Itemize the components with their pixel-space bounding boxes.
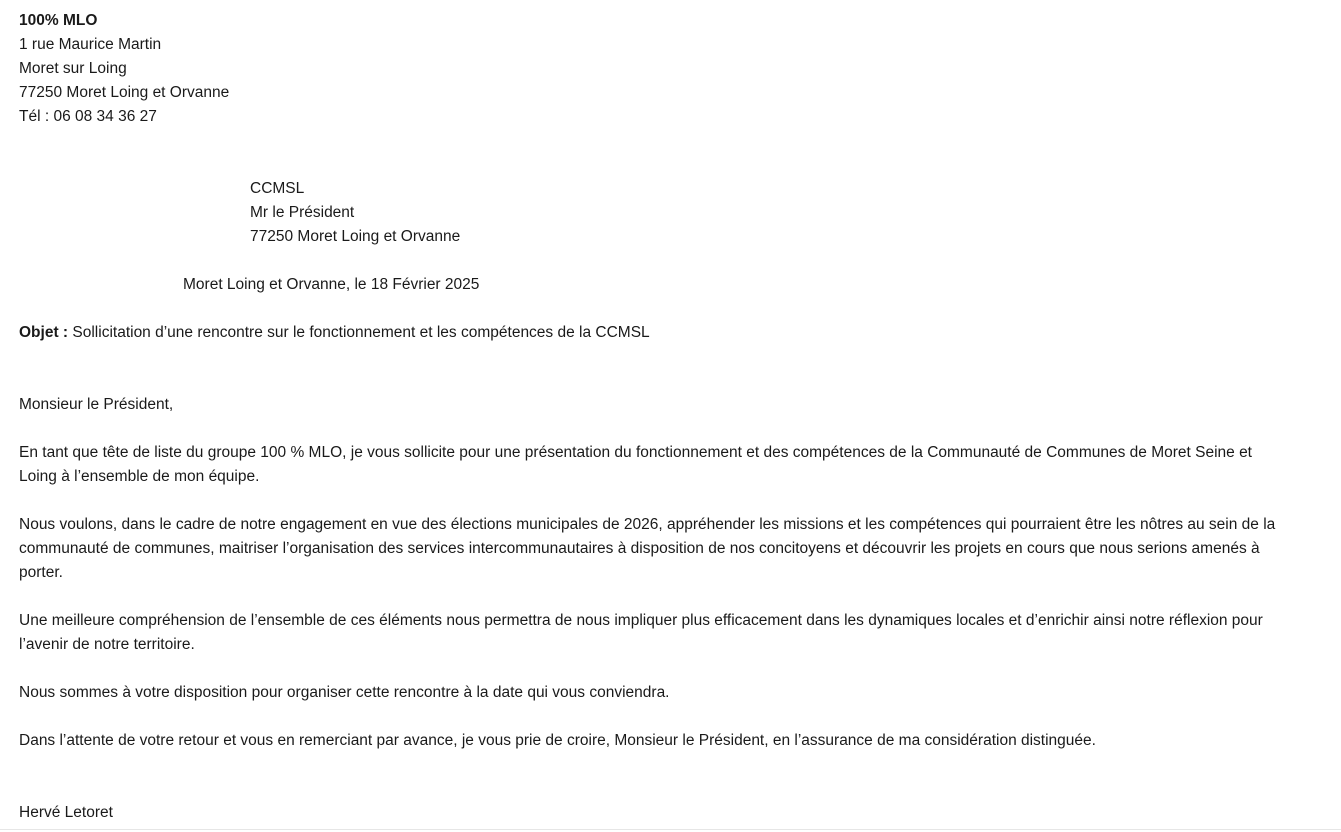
sender-address-2: Moret sur Loing [19, 60, 127, 77]
recipient-address: 77250 Moret Loing et Orvanne [250, 228, 461, 245]
paragraph-line: Nous voulons, dans le cadre de notre engagement en vue des élections municipales de 2026, appréhender les missions et les compétences qui pourraient être les nôtres au sein de la [19, 516, 1276, 533]
sender-address-1: 1 rue Maurice Martin [19, 36, 162, 53]
paragraph-line: En tant que tête de liste du groupe 100 % MLO, je vous sollicite pour une présentation du fonctionnement et des compétences de la Communauté de Communes de Moret Seine et [19, 444, 1252, 461]
paragraph-1 [19, 441, 1252, 489]
recipient-title: Mr le Président [250, 204, 355, 221]
recipient-org: CCMSL [250, 180, 305, 197]
paragraph-5 [19, 729, 1096, 753]
paragraph-line: l’avenir de notre territoire. [19, 636, 195, 653]
sender-block [19, 9, 229, 129]
subject-label: Objet : [19, 324, 69, 341]
paragraph-2 [19, 513, 1275, 585]
salutation: Monsieur le Président, [19, 396, 174, 413]
subject-text: Sollicitation d’une rencontre sur le fonctionnement et les compétences de la CCMSL [72, 324, 650, 341]
date-line: Moret Loing et Orvanne, le 18 Février 2025 [183, 276, 480, 293]
paragraph-line: porter. [19, 564, 63, 581]
sender-phone: Tél : 06 08 34 36 27 [19, 108, 157, 125]
paragraph-line: Nous sommes à votre disposition pour organiser cette rencontre à la date qui vous conviendra. [19, 684, 670, 701]
recipient-block [250, 177, 460, 249]
paragraph-3 [19, 609, 1263, 657]
paragraph-4 [19, 681, 670, 705]
bottom-divider [0, 829, 1341, 830]
paragraph-line: Une meilleure compréhension de l’ensemble de ces éléments nous permettra de nous impliquer plus efficacement dans les dynamiques locales et d’enrichir ainsi notre réflexion pour [19, 612, 1263, 629]
subject-line [19, 321, 650, 345]
paragraph-line: Loing à l’ensemble de mon équipe. [19, 468, 260, 485]
sender-address-3: 77250 Moret Loing et Orvanne [19, 84, 230, 101]
paragraph-line: communauté de communes, maitriser l’organisation des services intercommunautaires à disposition de nos concitoyens et découvrir les projets en cours que nous serions amenés à [19, 540, 1260, 557]
paragraph-line: Dans l’attente de votre retour et vous en remerciant par avance, je vous prie de croire, Monsieur le Président, en l’assurance de ma considération distinguée. [19, 732, 1096, 749]
signature: Hervé Letoret [19, 804, 113, 821]
sender-name: 100% MLO [19, 12, 98, 29]
